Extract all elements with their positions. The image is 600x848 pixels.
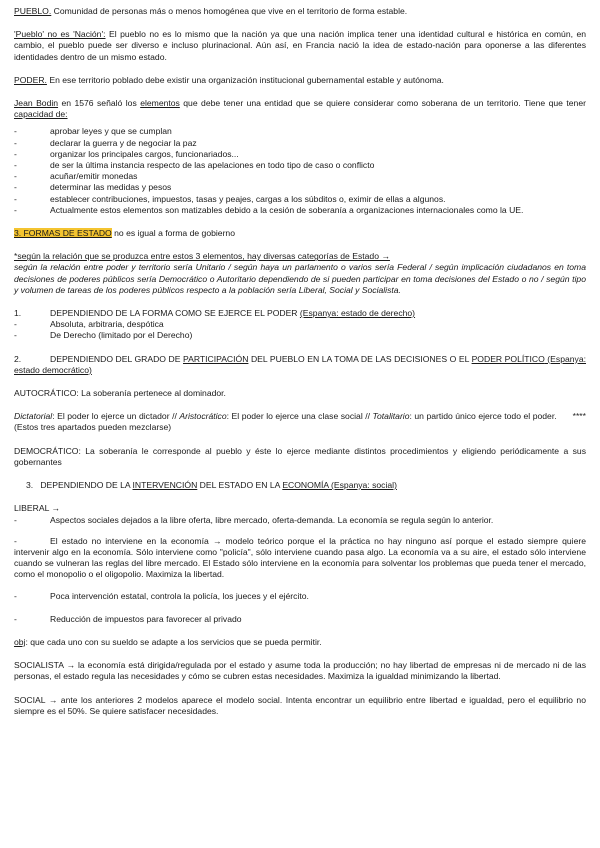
pueblo-paragraph: PUEBLO. Comunidad de personas más o menos homogénea que vive en el territorio de forma estable.: [14, 6, 408, 16]
list-item: - determinar las medidas y pesos: [14, 182, 172, 193]
nacion-paragraph: 'Pueblo' no es 'Nación': El pueblo no es lo mismo que la nación ya que una nación implica tener una identidad cultural e histórica en común, en cambio, el pueblo puede ser diverso e incluso plurinacional. Aún así, en Francia nació la idea de estado-nación para oponerse a las diferentes identidades dentro de un mismo estado.: [14, 29, 587, 62]
democratico-paragraph: DEMOCRÁTICO: La soberanía le corresponde al pueblo y éste lo ejerce mediante distintos procedimientos y eligiendo periódicamente a sus gobernantes: [14, 445, 586, 467]
list-item: - aprobar leyes y que se cumplan: [14, 126, 172, 137]
socialista-paragraph: SOCIALISTA → la economía está dirigida/regulada por el estado y asume toda la producción; no hay libertad de empresas ni de mercado ni de las personas, el estado regula las necesidades y cómo se cubren estas necesidades. Maximiza la igualdad minimizando la libertad.: [14, 660, 586, 682]
formas-title: 3. FORMAS DE ESTADO: [14, 228, 112, 239]
list-item: - acuñar/emitir monedas: [14, 171, 138, 182]
list-item: - Poca intervención estatal, controla la policía, los jueces y el ejército.: [14, 590, 309, 601]
list-item: - Reducción de impuestos para favorecer al privado: [14, 613, 242, 624]
liberal-title: LIBERAL →: [14, 503, 61, 514]
poder-paragraph: PODER. En ese territorio poblado debe existir una organización institucional gubernamental estable y autónoma.: [14, 74, 444, 85]
dictatorial-paragraph: Dictatorial: El poder lo ejerce un dictador // Aristocrático: El poder lo ejerce una clase social // Totalitario: un partido único ejerce todo el poder. ****(Estos tres apartados pueden mezclarse): [14, 411, 586, 433]
bodin-paragraph: Jean Bodin en 1576 señaló los elementos que debe tener una entidad que se quiere considerar como soberana de un territorio. Tiene que tener capacidad de:: [14, 98, 586, 120]
bodin-name: Jean Bodin: [14, 98, 59, 109]
list-item: - organizar los principales cargos, funcionariados...: [14, 148, 239, 159]
list-item-wrapped: - Actualmente estos elementos son matizables debido a la cesión de soberanía a organizaciones internacionales como la UE.: [14, 204, 524, 215]
poder-term: PODER.: [14, 74, 47, 85]
autocratico-paragraph: AUTOCRÁTICO: La soberanía pertenece al dominador.: [14, 388, 226, 399]
section-3-heading: 3. DEPENDIENDO DE LA INTERVENCIÓN DEL ESTADO EN LA ECONOMÍA (Espanya: social): [26, 480, 397, 491]
list-item: - declarar la guerra y de negociar la paz: [14, 137, 197, 148]
liberal-objective: obj: que cada uno con su sueldo se adapte a los servicios que se pueda permitir.: [14, 636, 322, 647]
formas-intro: *según la relación que se produzca entre estos 3 elementos, hay diversas categorías de Estado →: [14, 251, 390, 262]
section-1-heading: 1. DEPENDIENDO DE LA FORMA COMO SE EJERCE EL PODER (Espanya: estado de derecho): [14, 308, 416, 319]
list-item: - de ser la última instancia respecto de las apelaciones en todo tipo de caso o conflicto: [14, 160, 375, 171]
section-2-heading: 2. DEPENDIENDO DEL GRADO DE PARTICIPACIÓN DEL PUEBLO EN LA TOMA DE LAS DECISIONES O EL PODER POLÍTICO (Espanya: estado democrático): [14, 353, 587, 375]
bodin-capacities-list: [14, 126, 586, 216]
formas-heading: 3. FORMAS DE ESTADO no es igual a forma de gobierno: [14, 228, 235, 239]
nacion-term: 'Pueblo' no es 'Nación':: [14, 29, 106, 40]
list-item: - Aspectos sociales dejados a la libre oferta, libre mercado, oferta-demanda. La economía se regula según lo anterior.: [14, 514, 494, 525]
liberal-paragraph-2: - El estado no interviene en la economía → modelo teórico porque el la práctica no hay ninguno así porque el estado siempre quiere intervenir algo en la economía. Sólo interviene como "policía", sólo interviene cuando pasa algo. La economía va a su aire, el estado sólo interviene cuando se vulneran las reglas del libre mercado. El Estado sólo interviene en la economía para solventar los problemas que pueda tener el mercado, como el monopolio o el oligopolio. Maximiza la libertad.: [14, 535, 586, 580]
list-item: - De Derecho (limitado por el Derecho): [14, 330, 193, 341]
pueblo-term: PUEBLO.: [14, 6, 52, 16]
social-paragraph: SOCIAL → ante los anteriores 2 modelos aparece el modelo social. Intenta encontrar un equilibrio entre libertad e igualdad, pero el equilibrio no siempre es el 50%. Se quiere satisfacer necesidades.: [14, 694, 586, 716]
list-item: - establecer contribuciones, impuestos, tasas y peajes, cargas a los súbditos o, eximir de ellas a algunos.: [14, 193, 446, 204]
list-item: - Absoluta, arbitraria, despótica: [14, 319, 164, 330]
formas-categories: según la relación entre poder y territorio sería Unitario / según haya un parlamento o varios sería Federal / según implicación ciudadanos en toma decisiones de poderes públicos sería Democrático o Autoritario dependiendo de si pueden participar en toma decisiones del Estado o no / según tipo y volumen de tareas de los poderes públicos respecto a la población sería Liberal, Social y Socialista.: [14, 262, 586, 295]
